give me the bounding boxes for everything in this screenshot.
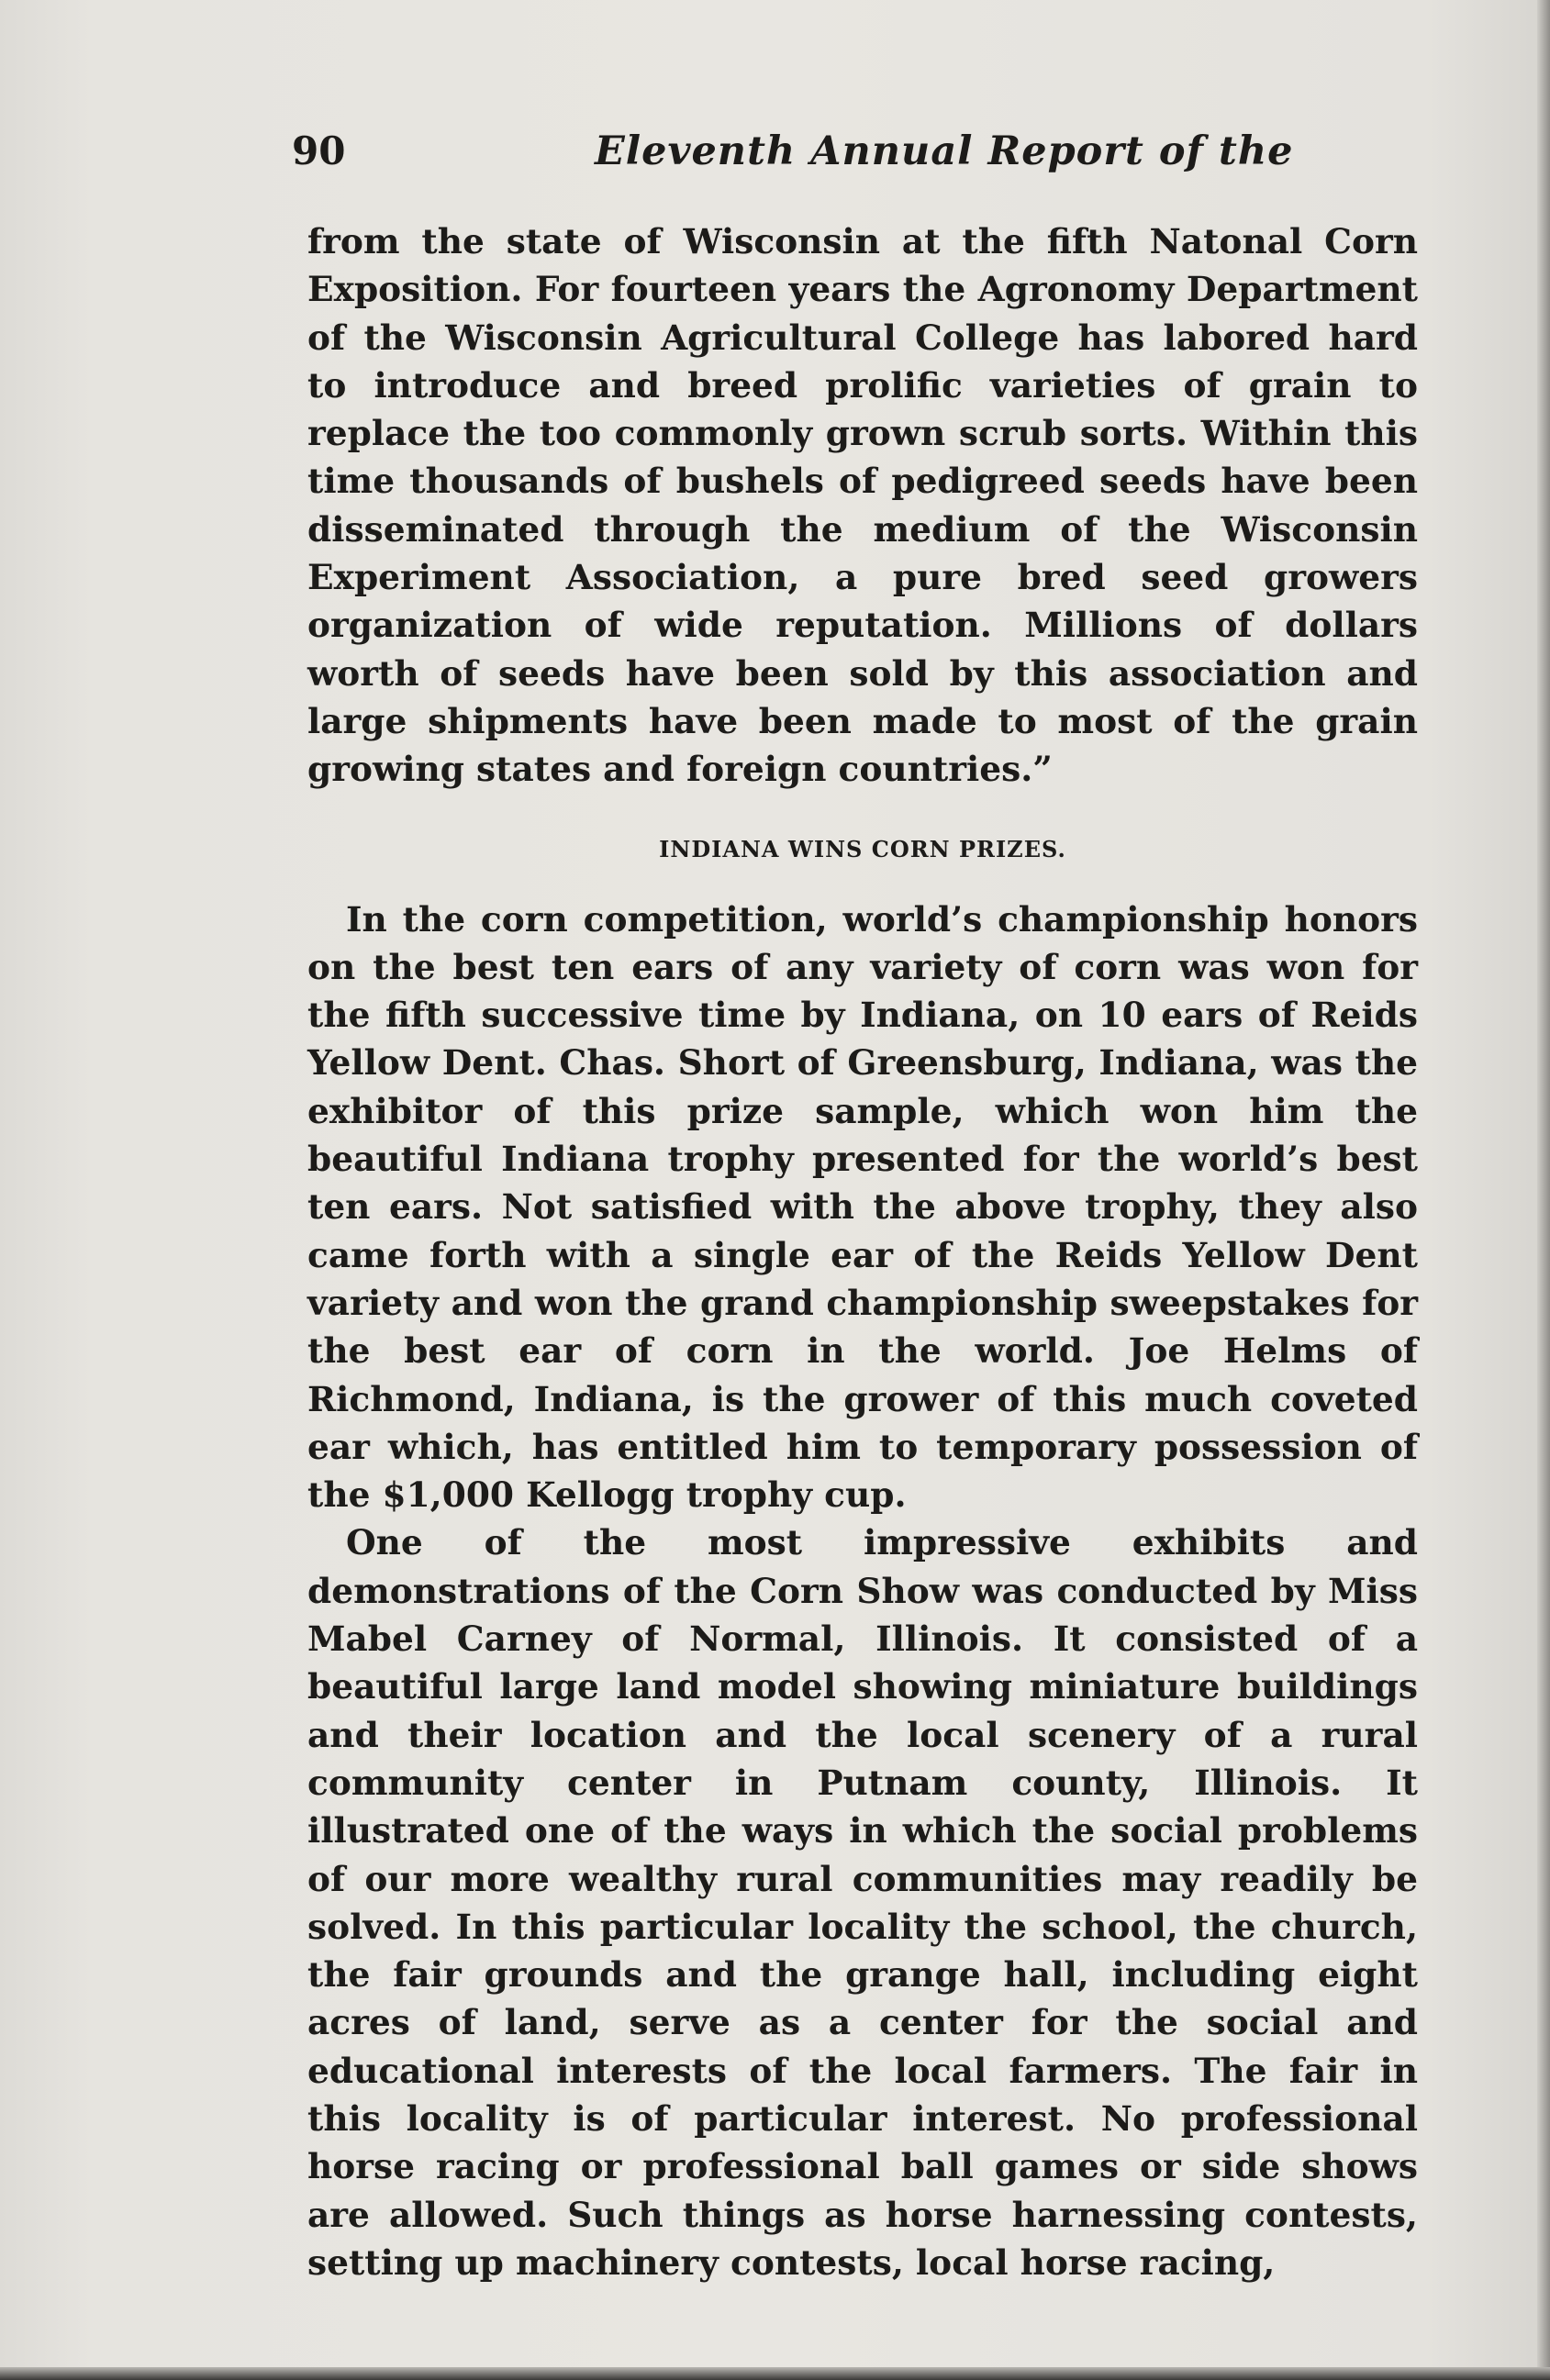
running-title: Eleventh Annual Report of the (595, 128, 1294, 174)
section-heading: INDIANA WINS CORN PRIZES. (659, 835, 1066, 862)
page-header (292, 128, 1439, 184)
page-body (307, 217, 1418, 2286)
paragraph-continued: from the state of Wisconsin at the fifth Natonal Corn Exposition. For fourteen years the Agronomy Department of the Wisconsin Agricultural College has labored hard to introduce and breed prolific varieties of grain to replace the too commonly grown scrub sorts. Within this time thousands of bushels of pedigreed seeds have been disseminated through the medium of the Wisconsin Experiment Association, a pure bred seed growers organization of wide reputation. Millions of dollars worth of seeds have been sold by this association and large shipments have been made to most of the grain growing states and foreign countries.” (307, 221, 1418, 790)
paragraph-land-model-exhibit: One of the most impressive exhibits and demonstrations of the Corn Show was conducted by Miss Mabel Carney of Normal, Illinois. It consisted of a beautiful large land model showing miniature buildings and their location and the local scenery of a rural community center in Putnam county, Illinois. It illustrated one of the ways in which the social problems of our more wealthy rural communities may readily be solved. In this particular locality the school, the church, the fair grounds and the grange hall, including eight acres of land, serve as a center for the social and educational interests of the local farmers. The fair in this locality is of particular interest. No professional horse racing or professional ball games or side shows are allowed. Such things as horse harnessing contests, setting up machinery contests, local horse racing, (307, 1522, 1418, 2283)
paragraph-corn-competition: In the corn competition, world’s championship honors on the best ten ears of any variety of corn was won for the fifth successive time by Indiana, on 10 ears of Reids Yellow Dent. Chas. Short of Greensburg, Indiana, was the exhibitor of this prize sample, which won him the beautiful Indiana trophy presented for the world’s best ten ears. Not satisfied with the above trophy, they also came forth with a single ear of the Reids Yellow Dent variety and won the grand championship sweepstakes for the best ear of corn in the world. Joe Helms of Richmond, Indiana, is the grower of this much coveted ear which, has entitled him to temporary possession of the $1,000 Kellogg trophy cup. (307, 898, 1418, 1516)
page-right-edge-shadow (1537, 0, 1550, 2380)
page-bottom-edge-shadow (0, 2367, 1550, 2380)
page-number: 90 (292, 128, 346, 173)
